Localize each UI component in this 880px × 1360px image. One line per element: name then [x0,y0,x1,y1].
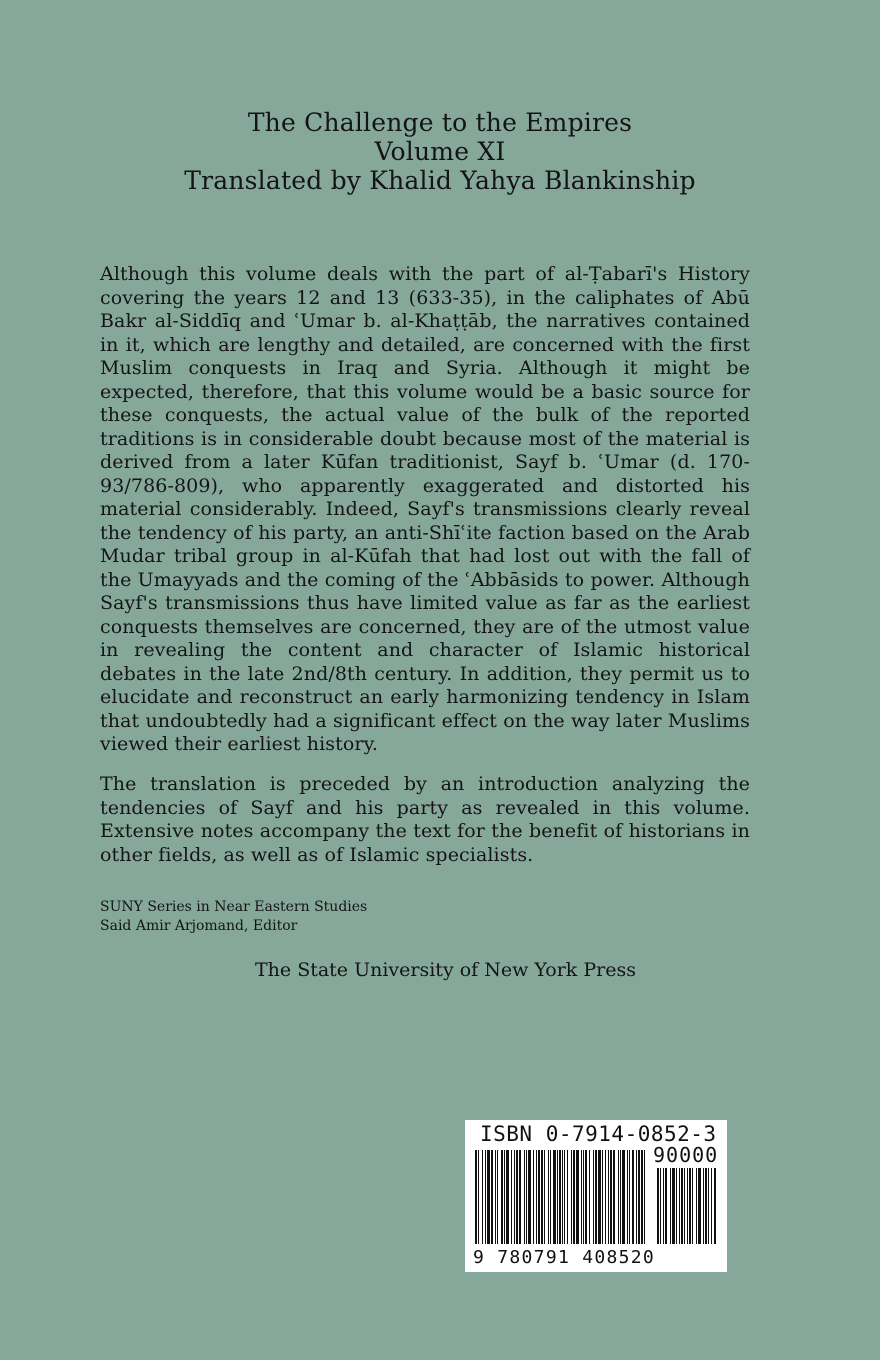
barcode-bar [524,1150,525,1244]
price-bar [679,1168,680,1244]
price-bar [672,1168,675,1244]
barcode-bar [641,1150,643,1244]
barcode-bar [595,1150,597,1244]
price-bar [692,1168,693,1244]
barcode-bar [638,1150,640,1244]
barcode-bar [605,1150,606,1244]
barcode-bar [632,1150,634,1244]
barcode-bar [497,1150,498,1244]
barcode-bar [608,1150,609,1244]
barcode-bar [618,1150,619,1244]
barcode-bar [506,1150,509,1244]
barcode-bar [571,1150,572,1244]
barcode-bar [514,1150,515,1244]
book-title: The Challenge to the Empires [247,108,633,137]
barcode-bar [636,1150,637,1244]
barcode-bar [593,1150,594,1244]
price-bar [684,1168,685,1244]
price-bar [711,1168,712,1244]
price-bar [703,1168,704,1244]
barcode-bar [536,1150,537,1244]
price-bar [705,1168,707,1244]
series-editor: Said Amir Arjomand, Editor [100,918,298,934]
description-paragraph-2: The translation is preceded by an introduction analyzing the tendencies of Sayf and his party as revealed in this volume. Extensive notes accompany the text for the benefit of historians in other fields, as well as of Islamic specialists. [100,773,750,866]
barcode-bar [598,1150,601,1244]
translator-credit: Translated by Khalid Yahya Blankinship [184,166,696,195]
barcode-bar [622,1150,625,1244]
price-bar [696,1168,697,1244]
barcode-bar [553,1150,556,1244]
barcode-bar [482,1150,483,1244]
barcode-bar [544,1150,545,1244]
barcode-bar [526,1150,527,1244]
barcode-bar [501,1150,503,1244]
price-bar [660,1168,661,1244]
series-name: SUNY Series in Near Eastern Studies [100,899,368,915]
barcode-bar [589,1150,590,1244]
barcode-bar [487,1150,490,1244]
barcode-bar [629,1150,630,1244]
barcode-bar [562,1150,563,1244]
barcode-bar [504,1150,505,1244]
volume-label: Volume XI [374,137,506,166]
series-info [100,898,367,936]
barcode-bar [627,1150,628,1244]
price-bar [670,1168,671,1244]
price-bars [657,1168,716,1244]
price-bar [698,1168,701,1244]
barcode-bar [538,1150,540,1244]
price-bar [708,1168,709,1244]
price-bar [663,1168,664,1244]
price-bar [676,1168,677,1244]
barcode-bar [585,1150,587,1244]
barcode-bar [644,1150,645,1244]
title-block [0,108,880,195]
barcode-bar [573,1150,575,1244]
barcode-bar [602,1150,603,1244]
barcode-bar [533,1150,534,1244]
isbn-barcode [465,1120,727,1272]
ean-bars [475,1150,645,1244]
barcode-bar [564,1150,565,1244]
price-bar [687,1168,688,1244]
barcode-bar [581,1150,582,1244]
barcode-bar [519,1150,521,1244]
price-bar [714,1168,716,1244]
barcode-bar [557,1150,558,1244]
description-paragraph-1: Although this volume deals with the part of al-Ṭabarī's History covering the years 12 and 13 (633-35), in the caliphates of Abū Bakr al-Siddīq and ʿUmar b. al-Khaṭṭāb, the narratives contained in it, which are lengthy and detailed, are concerned with the first Muslim conquests in Iraq and Syria. Although it might be expected, therefore, that this volume would be a basic source for these conquests, the actual value of the bulk of the reported traditions is in considerable doubt because most of the material is derived from a later Kūfan traditionist, Sayf b. ʿUmar (d. 170-93/786-809), who apparently exaggerated and distorted his material considerably. Indeed, Sayf's transmissions clearly reveal the tendency of his party, an anti-Shīʿite faction based on the Arab Mudar tribal group in al-Kūfah that had lost out with the fall of the Umayyads and the coming of the ʿAbbāsids to power. Although Sayf's transmissions thus have limited value as far as the earliest conquests themselves are concerned, they are of the utmost value in revealing the content and character of Islamic historical debates in the late 2nd/8th century. In addition, they permit us to elucidate and reconstruct an early harmonizing tendency in Islam that undoubtedly had a significant effect on the way later Muslims viewed their earliest history. [100,263,750,755]
ean-digits: 9 780791 408520 [473,1247,656,1268]
isbn-label: ISBN 0-7914-0852-3 [480,1122,717,1146]
barcode-bar [620,1150,621,1244]
barcode-bar [475,1150,477,1244]
barcode-bar [550,1150,551,1244]
publisher: The State University of New York Press [255,959,636,981]
price-bar [689,1168,691,1244]
barcode-bar [541,1150,543,1244]
barcode-bar [559,1150,561,1244]
price-bar [657,1168,659,1244]
barcode-bar [516,1150,518,1244]
barcode-bar [583,1150,584,1244]
price-bar [681,1168,683,1244]
barcode-bar [567,1150,568,1244]
barcode-bar [478,1150,479,1244]
barcode-bar [610,1150,612,1244]
barcode-bar [576,1150,579,1244]
price-code: 90000 [653,1143,719,1167]
barcode-bar [528,1150,531,1244]
barcode-bar [485,1150,486,1244]
barcode-bar [511,1150,512,1244]
price-bar [665,1168,667,1244]
barcode-bar [495,1150,496,1244]
barcode-bar [491,1150,493,1244]
barcode-bar [548,1150,549,1244]
barcode-bar [613,1150,615,1244]
